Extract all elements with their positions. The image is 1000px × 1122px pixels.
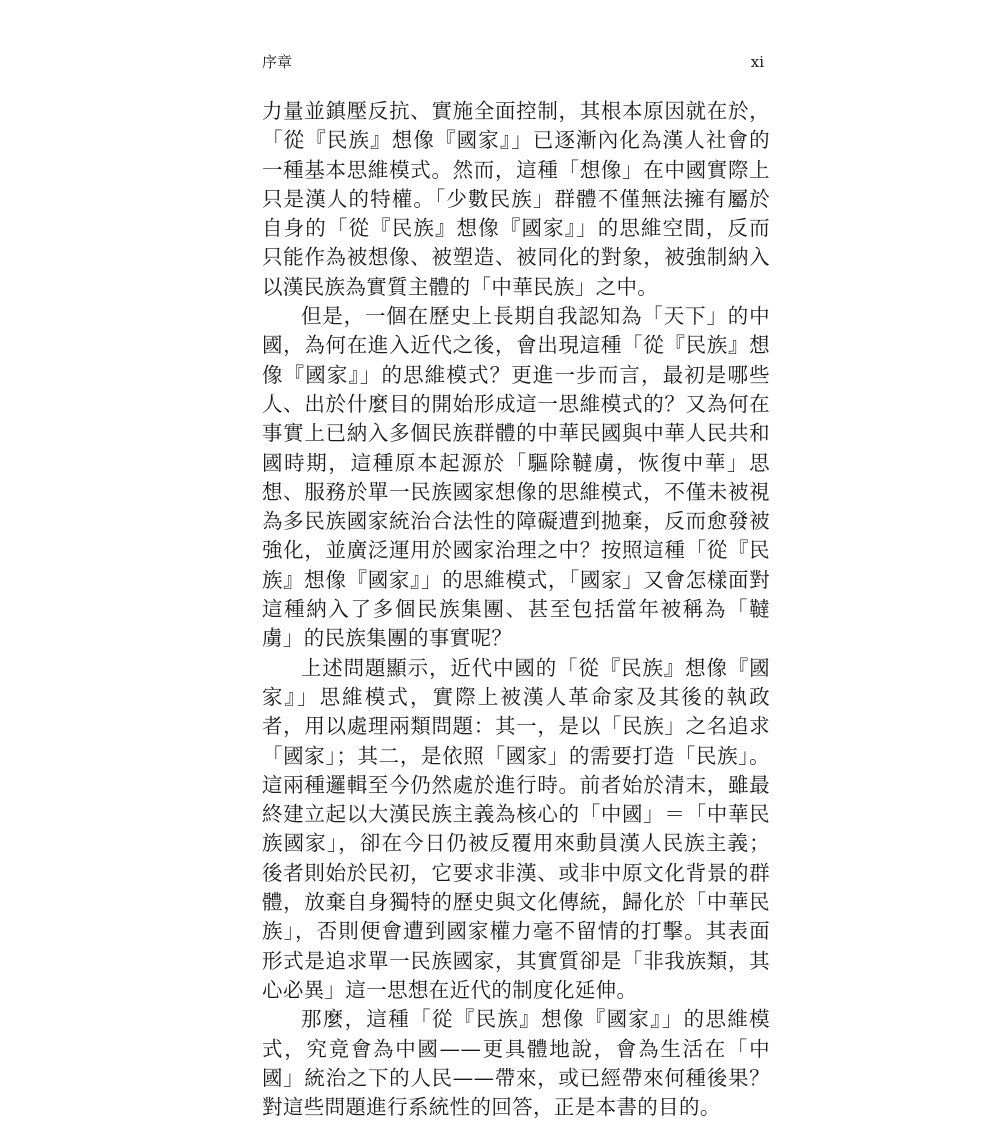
running-head [262,50,764,74]
body-text [262,97,770,1122]
paragraph-question: 但是，一個在歷史上長期自我認知為「天下」的中國，為何在進入近代之後，會出現這種「從『民族』想像『國家』」的思維模式？更進一步而言，最初是哪些人、出於什麼目的開始形成這一思維模式的？又為何在事實上已納入多個民族群體的中華民國與中華人民共和國時期，這種原本起源於「驅除韃虜，恢復中華」思想、服務於單一民族國家想像的思維模式，不僅未被視為多民族國家統治合法性的障礙遭到拋棄，反而愈發被強化，並廣泛運用於國家治理之中？按照這種「從『民族』想像『國家』」的思維模式，「國家」又會怎樣面對這種納入了多個民族集團、甚至包括當年被稱為「韃虜」的民族集團的事實呢？ [262,304,770,651]
paragraph-analysis: 上述問題顯示，近代中國的「從『民族』想像『國家』」思維模式，實際上被漢人革命家及其後的執政者，用以處理兩類問題：其一，是以「民族」之名追求「國家」；其二，是依照「國家」的需要打造「民族」。這兩種邏輯至今仍然處於進行時。前者始於清末，雖最終建立起以大漢民族主義為核心的「中國」＝「中華民族國家」，卻在今日仍被反覆用來動員漢人民族主義；後者則始於民初，它要求非漢、或非中原文化背景的群體，放棄自身獨特的歷史與文化傳統，歸化於「中華民族」，否則便會遭到國家權力毫不留情的打擊。其表面形式是追求單一民族國家，其實質卻是「非我族類，其心必異」這一思想在近代的制度化延伸。 [262,655,770,1002]
paragraph-continued: 力量並鎮壓反抗、實施全面控制，其根本原因就在於，「從『民族』想像『國家』」已逐漸內化為漢人社會的一種基本思維模式。然而，這種「想像」在中國實際上只是漢人的特權。「少數民族」群體不僅無法擁有屬於自身的「從『民族』想像『國家』」的思維空間，反而只能作為被想像、被塑造、被同化的對象，被強制納入以漢民族為實質主體的「中華民族」之中。 [262,99,770,299]
chapter-title: 序章 [262,53,293,71]
page-number: xi [750,53,764,71]
paragraph-conclusion: 那麼，這種「從『民族』想像『國家』」的思維模式，究竟會為中國——更具體地說，會為生活在「中國」統治之下的人民——帶來，或已經帶來何種後果？對這些問題進行系統性的回答，正是本書的目的。 [262,1007,770,1120]
